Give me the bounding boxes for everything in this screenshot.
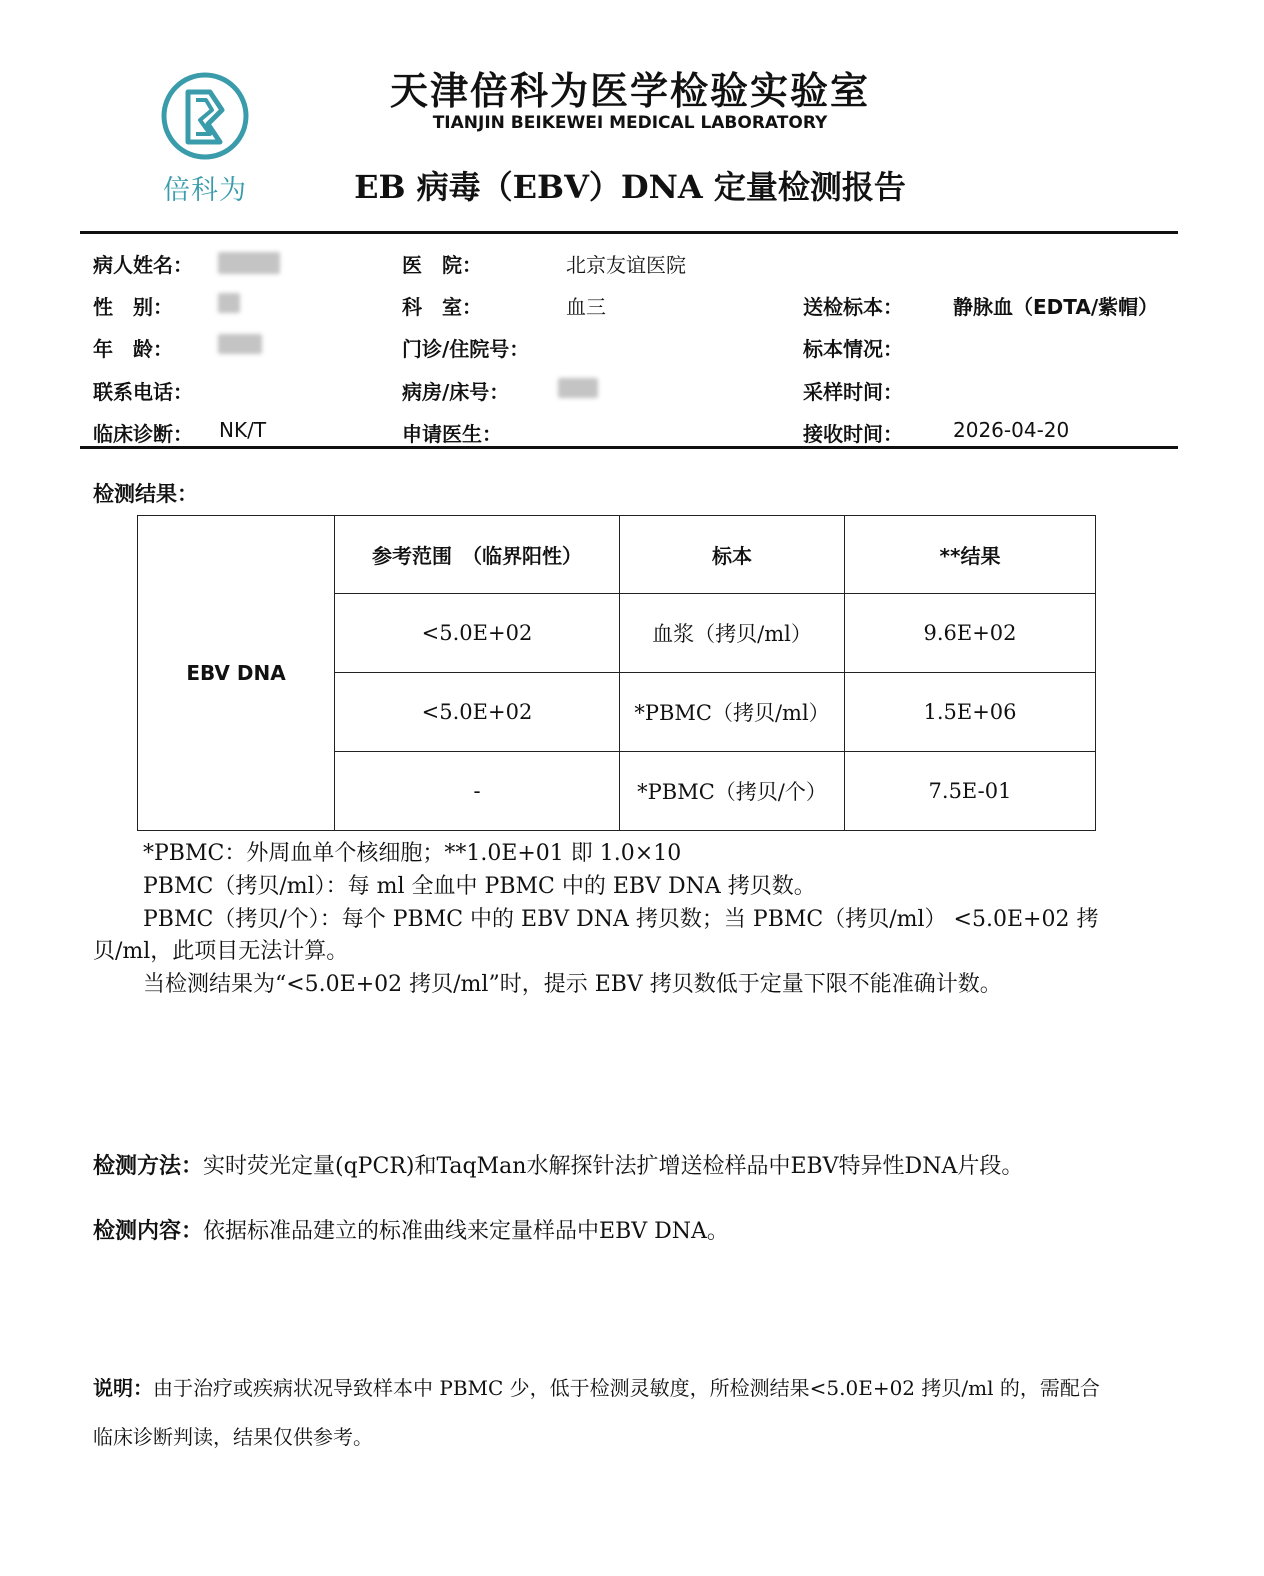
result-cell: 7.5E-01: [845, 752, 1096, 831]
dept-label: 科 室：: [402, 295, 482, 319]
content-line: [93, 1214, 729, 1245]
explanation-label: 说明：: [93, 1376, 153, 1400]
note-pbmc-per-cell: PBMC（拷贝/个）：每个 PBMC 中的 EBV DNA 拷贝数；当 PBMC（拷贝/ml） <5.0E+02 拷: [143, 907, 1099, 932]
method-label: 检测方法：: [93, 1154, 204, 1179]
col-header-specimen: 标本: [620, 516, 845, 594]
specimen-cell: 血浆（拷贝/ml）: [620, 594, 845, 673]
note-pbmc-per-cell-cont: 贝/ml，此项目无法计算。: [93, 939, 349, 964]
explanation-text-1: 由于治疗或疾病状况导致样本中 PBMC 少，低于检测灵敏度，所检测结果<5.0E+02 拷贝/ml 的，需配合: [153, 1376, 1100, 1400]
diagnosis-label: 临床诊断：: [93, 422, 193, 446]
receive-time-value: 2026-04-20: [953, 418, 1070, 442]
name-label: 病人姓名：: [93, 253, 193, 277]
explanation-line-2: 临床诊断判读，结果仅供参考。: [93, 1425, 373, 1449]
lab-name-cn: 天津倍科为医学检验实验室: [389, 68, 870, 113]
ref-cell: <5.0E+02: [335, 594, 620, 673]
age-redacted: [218, 334, 262, 354]
beikewei-logo-icon: [150, 68, 260, 168]
brand-name: 倍科为: [163, 175, 247, 206]
result-cell: 1.5E+06: [845, 673, 1096, 752]
col-header-result: **结果: [845, 516, 1096, 594]
explanation-line-1: [93, 1372, 1100, 1401]
gender-label: 性 别：: [93, 295, 173, 319]
content-label: 检测内容：: [93, 1219, 204, 1244]
name-redacted: [218, 252, 280, 274]
method-text: 实时荧光定量(qPCR)和TaqMan水解探针法扩增送检样品中EBV特异性DNA片段。: [203, 1154, 1024, 1179]
hospital-value: 北京友谊医院: [566, 253, 686, 277]
info-divider: [80, 446, 1178, 449]
method-line: [93, 1149, 1023, 1180]
note-pbmc-definition: *PBMC：外周血单个核细胞；**1.0E+01 即 1.0×10: [143, 841, 682, 866]
col-header-reference: 参考范围 （临界阳性）: [335, 516, 620, 594]
results-section-label: 检测结果：: [93, 482, 198, 506]
specimen-label: 送检标本：: [803, 295, 903, 319]
ward-redacted: [558, 378, 598, 398]
diagnosis-value: NK/T: [219, 418, 267, 442]
specimen-value: 静脉血（EDTA/紫帽）: [953, 295, 1159, 319]
report-title: EB 病毒（EBV）DNA 定量检测报告: [354, 168, 906, 206]
note-pbmc-per-ml: PBMC（拷贝/ml）：每 ml 全血中 PBMC 中的 EBV DNA 拷贝数。: [143, 874, 816, 899]
outpatient-label: 门诊/住院号：: [402, 337, 530, 361]
ward-label: 病房/床号：: [402, 380, 510, 404]
note-lower-limit: 当检测结果为“<5.0E+02 拷贝/ml”时，提示 EBV 拷贝数低于定量下限不能准确计数。: [143, 972, 1002, 997]
specimen-state-label: 标本情况：: [803, 337, 903, 361]
results-table: [137, 515, 1096, 831]
ref-cell: <5.0E+02: [335, 673, 620, 752]
phone-label: 联系电话：: [93, 380, 193, 404]
specimen-cell: *PBMC（拷贝/ml）: [620, 673, 845, 752]
table-header-row: [138, 516, 1096, 594]
header-divider: [80, 231, 1178, 234]
item-cell: EBV DNA: [138, 516, 335, 831]
receive-time-label: 接收时间：: [803, 422, 903, 446]
hospital-label: 医 院：: [402, 253, 482, 277]
content-text: 依据标准品建立的标准曲线来定量样品中EBV DNA。: [203, 1219, 729, 1244]
gender-redacted: [218, 293, 240, 313]
specimen-cell: *PBMC（拷贝/个）: [620, 752, 845, 831]
age-label: 年 龄：: [93, 337, 173, 361]
sampling-time-label: 采样时间：: [803, 380, 903, 404]
lab-name-en: TIANJIN BEIKEWEI MEDICAL LABORATORY: [432, 113, 828, 133]
result-cell: 9.6E+02: [845, 594, 1096, 673]
doctor-label: 申请医生：: [402, 422, 502, 446]
ref-cell: -: [335, 752, 620, 831]
dept-value: 血三: [566, 295, 606, 319]
